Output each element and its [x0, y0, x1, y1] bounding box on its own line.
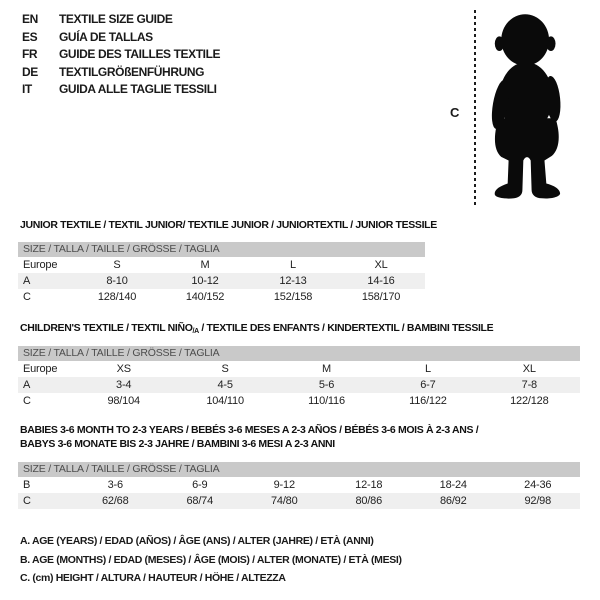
- language-code: FR: [22, 47, 38, 61]
- height-cell: 110/116: [308, 395, 345, 407]
- language-label: TEXTILGRÖßENFÜHRUNG: [59, 64, 205, 79]
- height-cell: 116/122: [409, 395, 447, 407]
- junior-section-title: JUNIOR TEXTILE / TEXTIL JUNIOR/ TEXTILE JUNIOR / JUNIORTEXTIL / JUNIOR TESSILE: [20, 219, 437, 231]
- age-cell: 14-16: [367, 275, 395, 287]
- size-header-bar: [18, 242, 425, 257]
- language-list: [22, 11, 220, 99]
- height-cell: 128/140: [97, 291, 137, 303]
- height-cell: 140/152: [185, 291, 225, 303]
- height-cell: 104/110: [206, 395, 244, 407]
- size-header-label: SIZE / TALLA / TAILLE / GRÖSSE / TAGLIA: [23, 243, 220, 255]
- junior-size-table: [18, 242, 425, 305]
- height-cell: 74/80: [270, 495, 298, 507]
- height-dotted-line: [474, 10, 476, 206]
- language-row-it: [22, 81, 220, 99]
- age-cell: 4-5: [217, 379, 233, 391]
- row-label: C: [23, 495, 31, 507]
- baby-silhouette-icon: [481, 9, 573, 209]
- table-row-age: [18, 273, 425, 289]
- language-label: GUIDE DES TAILLES TEXTILE: [59, 47, 221, 61]
- size-header-label: SIZE / TALLA / TAILLE / GRÖSSE / TAGLIA: [23, 347, 220, 359]
- babies-title-line1: BABIES 3-6 MONTH TO 2-3 YEARS / BEBÉS 3-6 MESES A 2-3 AÑOS / BÉBÉS 3-6 MOIS À 2-3 ANS /: [20, 424, 479, 436]
- months-cell: 9-12: [273, 479, 295, 491]
- size-cell: XS: [116, 363, 131, 375]
- table-row-europe: [18, 257, 425, 273]
- age-cell: 6-7: [420, 379, 436, 391]
- age-cell: 3-4: [116, 379, 132, 391]
- months-cell: 6-9: [192, 479, 208, 491]
- language-label: GUIDA ALLE TAGLIE TESSILI: [59, 82, 217, 96]
- months-cell: 24-36: [524, 479, 552, 491]
- language-label: TEXTILE SIZE GUIDE: [59, 12, 173, 26]
- table-row-height: [18, 493, 580, 509]
- language-code: DE: [22, 64, 38, 79]
- table-row-europe: [18, 361, 580, 377]
- age-cell: 5-6: [318, 379, 335, 391]
- height-cell: 92/98: [524, 495, 552, 507]
- language-row-en: [22, 11, 220, 29]
- children-title-subscript: /A: [192, 328, 199, 335]
- height-cell: 122/128: [510, 395, 549, 407]
- table-row-age: [18, 377, 580, 393]
- age-cell: 10-12: [191, 275, 219, 287]
- months-cell: 3-6: [107, 479, 123, 491]
- size-cell: XL: [374, 259, 388, 271]
- height-cell: 68/74: [186, 495, 214, 507]
- size-header-bar: [18, 462, 580, 477]
- legend-notes: [20, 532, 402, 588]
- language-row-de: [22, 64, 220, 82]
- months-cell: 18-24: [439, 479, 467, 491]
- size-cell: S: [113, 259, 121, 271]
- height-cell: 152/158: [273, 291, 313, 303]
- row-label: C: [23, 291, 31, 303]
- language-row-es: [22, 29, 220, 47]
- children-section-title: [20, 321, 493, 339]
- language-code: IT: [22, 82, 32, 96]
- note-age-months: B. AGE (MONTHS) / EDAD (MESES) / ÂGE (MOIS) / ALTER (MONATE) / ETÀ (MESI): [20, 553, 402, 566]
- height-cell: 158/170: [361, 291, 401, 303]
- children-title-post: / TEXTILE DES ENFANTS / KINDERTEXTIL / BAMBINI TESSILE: [198, 322, 494, 334]
- size-cell: XL: [522, 363, 536, 375]
- size-header-label: SIZE / TALLA / TAILLE / GRÖSSE / TAGLIA: [23, 463, 220, 475]
- note-age-years: A. AGE (YEARS) / EDAD (AÑOS) / ÂGE (ANS) / ALTER (JAHRE) / ETÀ (ANNI): [20, 535, 374, 547]
- row-label: C: [23, 395, 31, 407]
- table-row-height: [18, 393, 580, 409]
- age-cell: 8-10: [106, 275, 128, 287]
- months-cell: 12-18: [355, 479, 383, 491]
- size-header-bar: [18, 346, 580, 361]
- size-cell: L: [424, 363, 431, 375]
- size-cell: M: [322, 363, 331, 375]
- height-measure-label: C: [450, 105, 460, 120]
- babies-section-title: [20, 423, 478, 451]
- size-cell: M: [200, 259, 210, 271]
- children-size-table: [18, 346, 580, 409]
- height-cell: 86/92: [439, 495, 467, 507]
- row-label: A: [23, 275, 31, 287]
- babies-title-line2: BABYS 3-6 MONATE BIS 2-3 JAHRE / BAMBINI 3-6 MESI A 2-3 ANNI: [20, 438, 335, 450]
- height-cell: 98/104: [107, 395, 140, 407]
- size-cell: L: [290, 259, 296, 271]
- language-code: ES: [22, 29, 38, 44]
- note-height-cm: C. (cm) HEIGHT / ALTURA / HAUTEUR / HÖHE / ALTEZZA: [20, 572, 286, 584]
- language-row-fr: [22, 46, 220, 64]
- height-cell: 62/68: [101, 495, 129, 507]
- height-cell: 80/86: [355, 495, 383, 507]
- size-cell: S: [221, 363, 229, 375]
- table-row-height: [18, 289, 425, 305]
- age-cell: 12-13: [279, 275, 307, 287]
- children-title-pre: CHILDREN'S TEXTILE / TEXTIL NIÑO: [20, 322, 193, 334]
- row-label: A: [23, 379, 31, 391]
- age-cell: 7-8: [521, 379, 537, 391]
- language-code: EN: [22, 12, 38, 26]
- table-row-months: [18, 477, 580, 493]
- row-label: Europe: [23, 259, 58, 271]
- language-label: GUÍA DE TALLAS: [59, 29, 153, 44]
- row-label: Europe: [23, 363, 58, 375]
- row-label: B: [23, 479, 31, 491]
- babies-size-table: [18, 462, 580, 509]
